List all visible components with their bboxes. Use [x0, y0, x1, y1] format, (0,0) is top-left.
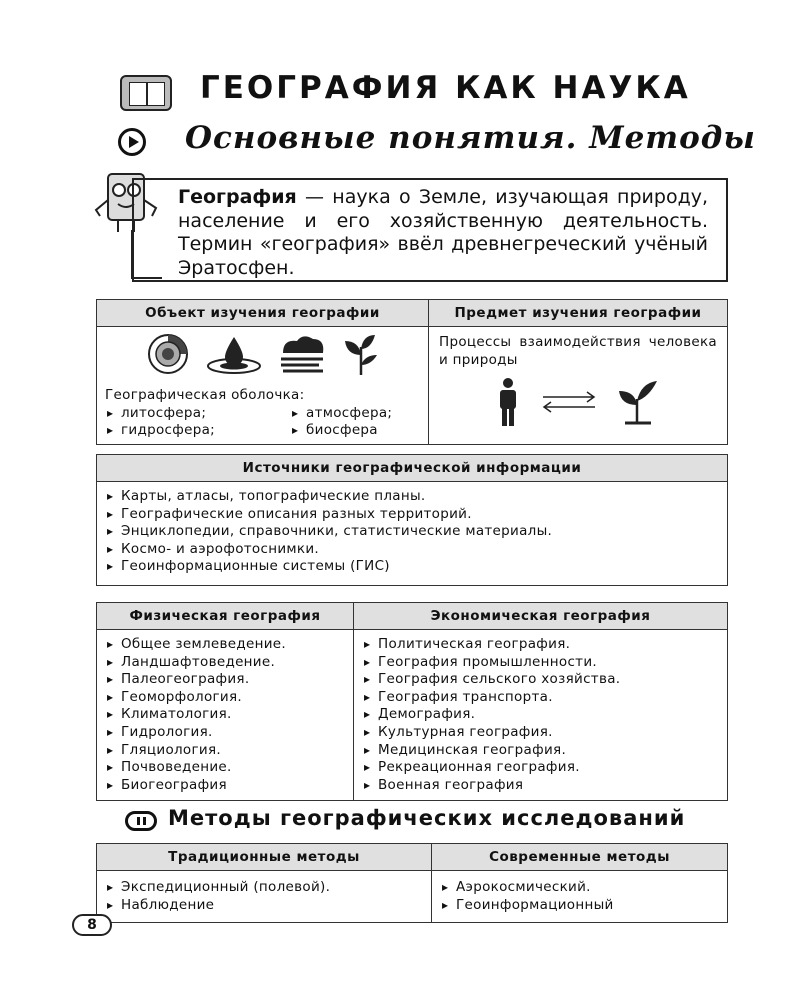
plant-icon [617, 379, 661, 425]
traditional-cell [97, 871, 432, 923]
list-item: ▸ Военная география [362, 777, 719, 795]
list-item: ▸ Политическая география. [362, 636, 719, 654]
list-item: ▸ Энциклопедии, справочники, статистические материалы. [105, 523, 719, 541]
sources-list [105, 488, 719, 576]
pause-icon [125, 811, 157, 831]
definition-body: — наука о Земле, изучающая природу, население и его хозяйственную деятельность. Термин «география» ввёл древнегреческий учёный Эратосфен. [178, 186, 708, 279]
economic-header: Экономическая география [354, 603, 728, 630]
list-item: ▸ Культурная география. [362, 724, 719, 742]
section-subtitle: Основные понятия. Методы [185, 120, 756, 156]
list-item: ▸ Карты, атласы, топографические планы. [105, 488, 719, 506]
branches-table [96, 602, 728, 801]
physical-list [105, 636, 345, 794]
traditional-list [105, 879, 423, 914]
list-item: ▸ гидросфера; [105, 422, 290, 440]
list-item: ▸ биосфера [290, 422, 420, 440]
sources-cell [97, 482, 728, 586]
subject-text: Процессы взаимодействия человека и природы [439, 334, 717, 368]
object-subject-table [96, 299, 728, 445]
list-item: ▸ Гляциология. [105, 742, 345, 760]
subject-cell [429, 327, 728, 445]
list-item: ▸ Гидрология. [105, 724, 345, 742]
object-header: Объект изучения географии [97, 300, 429, 327]
list-item: ▸ Климатология. [105, 706, 345, 724]
traditional-header: Традиционные методы [97, 844, 432, 871]
list-item: ▸ Географические описания разных территорий. [105, 506, 719, 524]
interaction-illustration [439, 377, 717, 427]
definition-text [178, 186, 708, 280]
list-item: ▸ География промышленности. [362, 654, 719, 672]
economic-cell [354, 630, 728, 801]
object-cell [97, 327, 429, 445]
list-item: ▸ Наблюдение [105, 897, 423, 915]
globe-layers-icon [145, 333, 191, 375]
modern-list [440, 879, 719, 914]
list-item: ▸ География транспорта. [362, 689, 719, 707]
water-drop-icon [205, 333, 263, 375]
play-icon [118, 128, 146, 156]
list-item: ▸ атмосфера; [290, 405, 420, 423]
double-arrow-icon [539, 387, 599, 417]
list-item: ▸ литосфера; [105, 405, 290, 423]
person-icon [495, 377, 521, 427]
list-item: ▸ Биогеография [105, 777, 345, 795]
methods-title: Методы географических исследований [168, 806, 686, 830]
list-item: ▸ Ландшафтоведение. [105, 654, 345, 672]
list-item: ▸ Геоинформационный [440, 897, 719, 915]
list-item: ▸ Геоморфология. [105, 689, 345, 707]
clouds-wind-icon [277, 333, 327, 375]
methods-table [96, 843, 728, 923]
list-item: ▸ Аэрокосмический. [440, 879, 719, 897]
page-title: ГЕОГРАФИЯ КАК НАУКА [200, 70, 691, 106]
sources-header: Источники географической информации [97, 455, 728, 482]
object-icons [105, 333, 420, 377]
list-item: ▸ Медицинская география. [362, 742, 719, 760]
definition-term: География [178, 186, 297, 208]
shell-list [105, 405, 420, 440]
plant-sprout-icon [341, 333, 381, 375]
subject-header: Предмет изучения географии [429, 300, 728, 327]
book-icon [120, 75, 172, 111]
list-item: ▸ Общее землеведение. [105, 636, 345, 654]
physical-header: Физическая география [97, 603, 354, 630]
economic-list [362, 636, 719, 794]
page-number: 8 [72, 914, 112, 936]
list-item: ▸ Геоинформационные системы (ГИС) [105, 558, 719, 576]
list-item: ▸ Почвоведение. [105, 759, 345, 777]
sources-table [96, 454, 728, 586]
modern-cell [432, 871, 728, 923]
shell-label: Географическая оболочка: [105, 387, 305, 403]
modern-header: Современные методы [432, 844, 728, 871]
list-item: ▸ География сельского хозяйства. [362, 671, 719, 689]
list-item: ▸ Рекреационная география. [362, 759, 719, 777]
physical-cell [97, 630, 354, 801]
list-item: ▸ Демография. [362, 706, 719, 724]
list-item: ▸ Экспедиционный (полевой). [105, 879, 423, 897]
list-item: ▸ Палеогеография. [105, 671, 345, 689]
list-item: ▸ Космо- и аэрофотоснимки. [105, 541, 719, 559]
